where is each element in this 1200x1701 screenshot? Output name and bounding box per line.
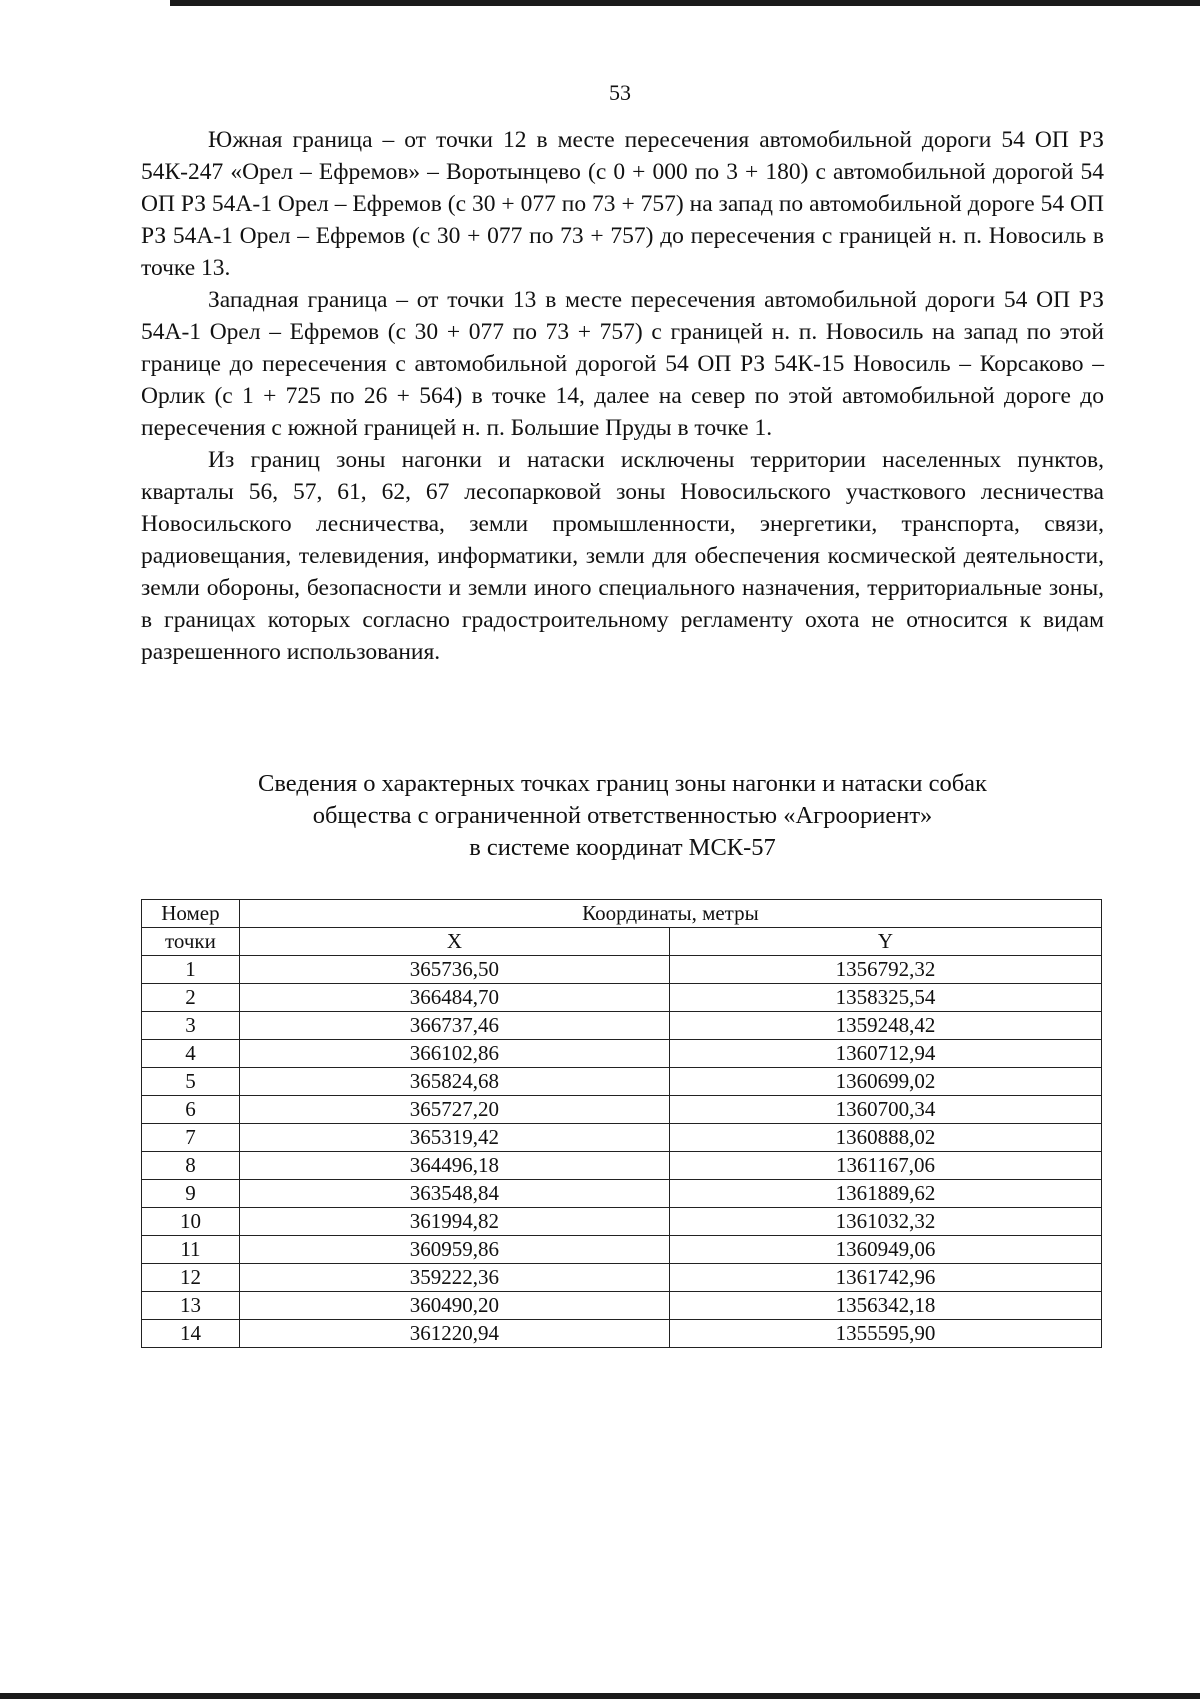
table-row (142, 1292, 1102, 1320)
y-coordinate-cell: 1360699,02 (669, 1068, 1101, 1096)
point-number-cell: 2 (142, 984, 240, 1012)
x-coordinate-cell: 365824,68 (239, 1068, 669, 1096)
page-number: 53 (609, 80, 631, 105)
header-x: X (239, 928, 669, 956)
header-coordinates: Координаты, метры (239, 900, 1101, 928)
x-coordinate-cell: 360490,20 (239, 1292, 669, 1320)
header-y: Y (669, 928, 1101, 956)
y-coordinate-cell: 1356792,32 (669, 956, 1101, 984)
y-coordinate-cell: 1359248,42 (669, 1012, 1101, 1040)
table-caption (141, 768, 1104, 864)
x-coordinate-cell: 365727,20 (239, 1096, 669, 1124)
y-coordinate-cell: 1360949,06 (669, 1236, 1101, 1264)
x-coordinate-cell: 366484,70 (239, 984, 669, 1012)
table-row (142, 1180, 1102, 1208)
table-row (142, 1096, 1102, 1124)
point-number-cell: 1 (142, 956, 240, 984)
x-coordinate-cell: 366737,46 (239, 1012, 669, 1040)
point-number-cell: 12 (142, 1264, 240, 1292)
top-border-line (170, 0, 1200, 6)
y-coordinate-cell: 1360888,02 (669, 1124, 1101, 1152)
y-coordinate-cell: 1361889,62 (669, 1180, 1101, 1208)
x-coordinate-cell: 363548,84 (239, 1180, 669, 1208)
x-coordinate-cell: 359222,36 (239, 1264, 669, 1292)
table-row (142, 1068, 1102, 1096)
table-row (142, 984, 1102, 1012)
table-row (142, 1124, 1102, 1152)
paragraph-west-border: Западная граница – от точки 13 в месте пересечения автомобильной дороги 54 ОП РЗ 54А-1 Орел – Ефремов (с 30 + 077 по 73 + 757) с границей н. п. Новосиль на запад по этой границе до пересечения с автомобильной дорогой 54 ОП РЗ 54К-15 Новосиль – Корсаково – Орлик (с 1 + 725 по 26 + 564) в точке 14, далее на север по этой автомобильной дороге до пересечения с южной границей н. п. Большие Пруды в точке 1. (141, 287, 1104, 441)
document-body (141, 124, 1104, 668)
x-coordinate-cell: 361220,94 (239, 1320, 669, 1348)
paragraph-exclusions: Из границ зоны нагонки и натаски исключены территории населенных пунктов, кварталы 56, 57, 61, 62, 67 лесопарковой зоны Новосильского участкового лесничества Новосильского лесничества, земли промышленности, энергетики, транспорта, связи, радиовещания, телевидения, информатики, земли для обеспечения космической деятельности, земли обороны, безопасности и земли иного специального назначения, территориальные зоны, в границах которых согласно градостроительному регламенту охота не относится к видам разрешенного использования. (141, 447, 1104, 665)
point-number-cell: 6 (142, 1096, 240, 1124)
y-coordinate-cell: 1356342,18 (669, 1292, 1101, 1320)
x-coordinate-cell: 361994,82 (239, 1208, 669, 1236)
x-coordinate-cell: 365736,50 (239, 956, 669, 984)
table-row (142, 1236, 1102, 1264)
point-number-cell: 14 (142, 1320, 240, 1348)
y-coordinate-cell: 1361032,32 (669, 1208, 1101, 1236)
header-point-number: Номер (142, 900, 240, 928)
point-number-cell: 9 (142, 1180, 240, 1208)
table-row (142, 1208, 1102, 1236)
table-row (142, 1012, 1102, 1040)
table-caption-line: в системе координат МСК-57 (469, 834, 776, 861)
table-row (142, 1320, 1102, 1348)
x-coordinate-cell: 360959,86 (239, 1236, 669, 1264)
y-coordinate-cell: 1361742,96 (669, 1264, 1101, 1292)
bottom-border-line (0, 1693, 1200, 1699)
point-number-cell: 7 (142, 1124, 240, 1152)
y-coordinate-cell: 1360712,94 (669, 1040, 1101, 1068)
point-number-cell: 8 (142, 1152, 240, 1180)
y-coordinate-cell: 1361167,06 (669, 1152, 1101, 1180)
x-coordinate-cell: 365319,42 (239, 1124, 669, 1152)
x-coordinate-cell: 366102,86 (239, 1040, 669, 1068)
header-point-label: точки (142, 928, 240, 956)
table-header-row (142, 928, 1102, 956)
table-caption-line: общества с ограниченной ответственностью «Агроориент» (312, 802, 933, 829)
y-coordinate-cell: 1358325,54 (669, 984, 1101, 1012)
point-number-cell: 10 (142, 1208, 240, 1236)
x-coordinate-cell: 364496,18 (239, 1152, 669, 1180)
table-row (142, 1264, 1102, 1292)
table-caption-line: Сведения о характерных точках границ зоны нагонки и натаски собак (258, 770, 987, 797)
paragraph-south-border: Южная граница – от точки 12 в месте пересечения автомобильной дороги 54 ОП РЗ 54К-247 «Орел – Ефремов» – Воротынцево (с 0 + 000 по 3 + 180) с автомобильной дорогой 54 ОП РЗ 54А-1 Орел – Ефремов (с 30 + 077 по 73 + 757) на запад по автомобильной дороге 54 ОП РЗ 54А-1 Орел – Ефремов (с 30 + 077 по 73 + 757) до пересечения с границей н. п. Новосиль в точке 13. (141, 127, 1104, 281)
point-number-cell: 4 (142, 1040, 240, 1068)
table-row (142, 1152, 1102, 1180)
coordinates-table (141, 899, 1102, 1348)
table-row (142, 1040, 1102, 1068)
point-number-cell: 13 (142, 1292, 240, 1320)
table-header-row (142, 900, 1102, 928)
point-number-cell: 11 (142, 1236, 240, 1264)
table-row (142, 956, 1102, 984)
point-number-cell: 3 (142, 1012, 240, 1040)
y-coordinate-cell: 1355595,90 (669, 1320, 1101, 1348)
point-number-cell: 5 (142, 1068, 240, 1096)
y-coordinate-cell: 1360700,34 (669, 1096, 1101, 1124)
